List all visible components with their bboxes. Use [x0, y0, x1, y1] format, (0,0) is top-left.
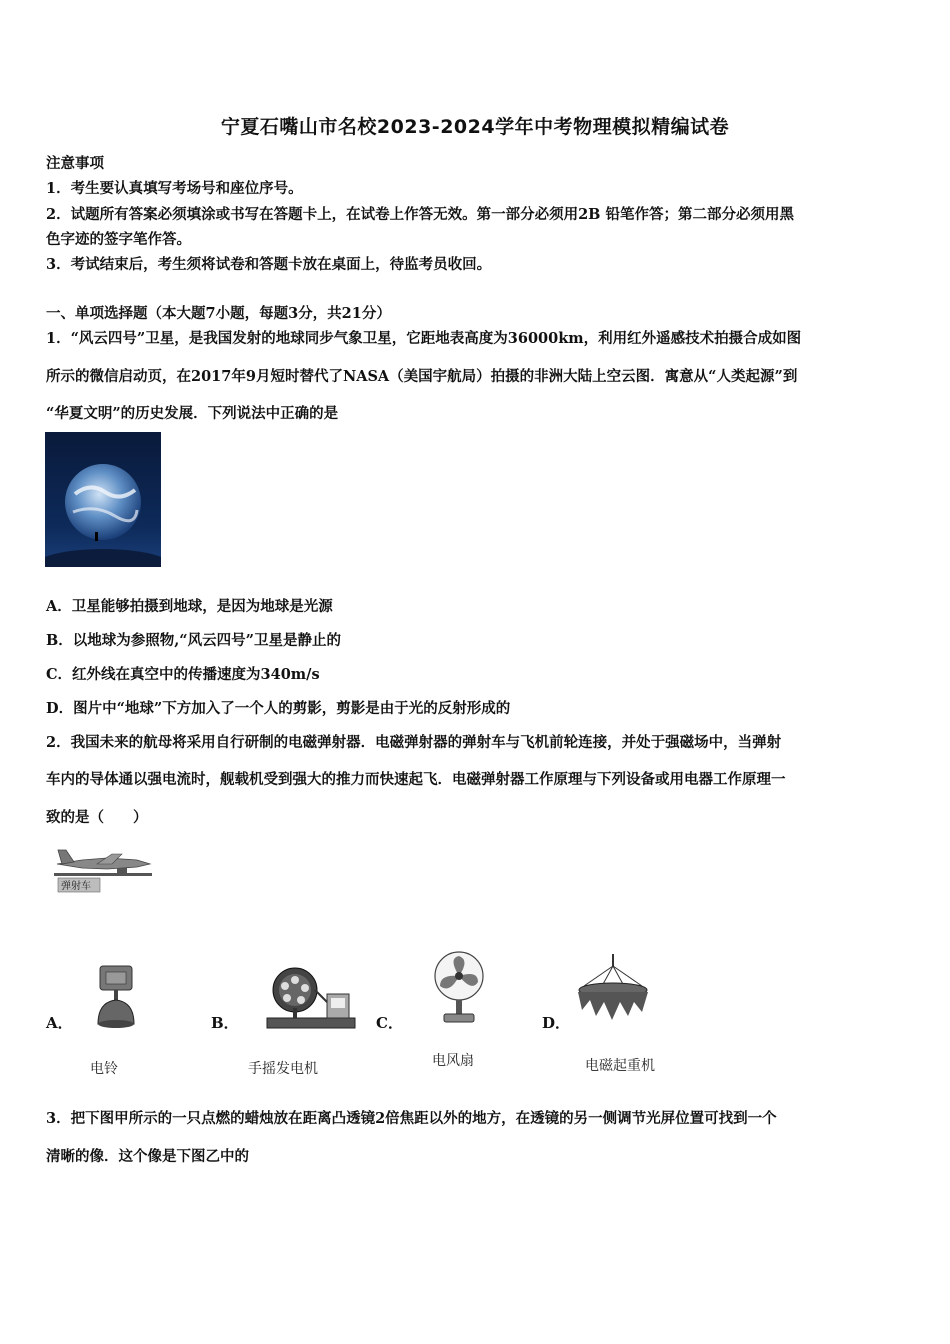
notice-heading: 注意事项 — [46, 155, 104, 172]
jet-catapult-image — [52, 842, 157, 897]
question-1-line: 所示的微信启动页，在2017年9月短时替代了NASA（美国宇航局）拍摄的非洲大陆上空云图．寓意从“人类起源”到 — [46, 368, 798, 385]
notice-item: 3．考试结束后，考生须将试卷和答题卡放在桌面上，待监考员收回。 — [46, 256, 492, 273]
option-c: C．红外线在真空中的传播速度为340m/s — [46, 666, 320, 683]
q2-option-a-letter: A． — [46, 1014, 73, 1032]
question-3-line: 3．把下图甲所示的一只点燃的蜡烛放在距离凸透镜2倍焦距以外的地方，在透镜的另一侧调节光屏位置可找到一个 — [46, 1110, 777, 1127]
hand-generator-icon — [265, 962, 357, 1034]
question-2-line: 车内的导体通以强电流时，舰载机受到强大的推力而快速起飞．电磁弹射器工作原理与下列设备或用电器工作原理一 — [46, 771, 786, 788]
caption-electric-fan: 电风扇 — [432, 1053, 474, 1069]
q2-option-d-letter: D． — [542, 1014, 571, 1032]
electromagnetic-crane-icon — [572, 952, 654, 1032]
caption-electric-bell: 电铃 — [90, 1061, 118, 1077]
option-a: A．卫星能够拍摄到地球，是因为地球是光源 — [46, 598, 333, 615]
question-3-line: 清晰的像．这个像是下图乙中的 — [46, 1148, 249, 1165]
caption-electromagnetic-crane: 电磁起重机 — [585, 1058, 655, 1074]
electric-bell-icon — [90, 962, 145, 1034]
electric-fan-icon — [428, 950, 490, 1026]
catapult-label: 弹射车 — [61, 881, 91, 892]
option-b: B．以地球为参照物,“风云四号”卫星是静止的 — [46, 632, 341, 649]
question-1-line: “华夏文明”的历史发展．下列说法中正确的是 — [46, 405, 339, 422]
notice-item: 色字迹的签字笔作答。 — [46, 231, 191, 248]
question-2-line: 致的是（ ） — [46, 809, 148, 826]
q2-option-c-letter: C． — [376, 1014, 403, 1032]
option-d: D．图片中“地球”下方加入了一个人的剪影，剪影是由于光的反射形成的 — [46, 700, 511, 717]
caption-hand-generator: 手摇发电机 — [248, 1061, 318, 1077]
earth-image — [45, 432, 161, 567]
question-2-line: 2．我国未来的航母将采用自行研制的电磁弹射器．电磁弹射器的弹射车与飞机前轮连接，并处于强磁场中，当弹射 — [46, 734, 782, 751]
notice-item: 2．试题所有答案必须填涂或书写在答题卡上，在试卷上作答无效。第一部分必须用2B 铅笔作答；第二部分必须用黑 — [46, 206, 794, 223]
notice-item: 1．考生要认真填写考场号和座位序号。 — [46, 180, 303, 197]
page-title: 宁夏石嘴山市名校2023-2024学年中考物理模拟精编试卷 — [220, 116, 730, 138]
q2-option-b-letter: B． — [211, 1014, 239, 1032]
section-heading: 一、单项选择题（本大题7小题，每题3分，共21分） — [46, 305, 391, 322]
question-1-line: 1．“风云四号”卫星，是我国发射的地球同步气象卫星，它距地表高度为36000km，利用红外遥感技术拍摄合成如图 — [46, 330, 802, 347]
